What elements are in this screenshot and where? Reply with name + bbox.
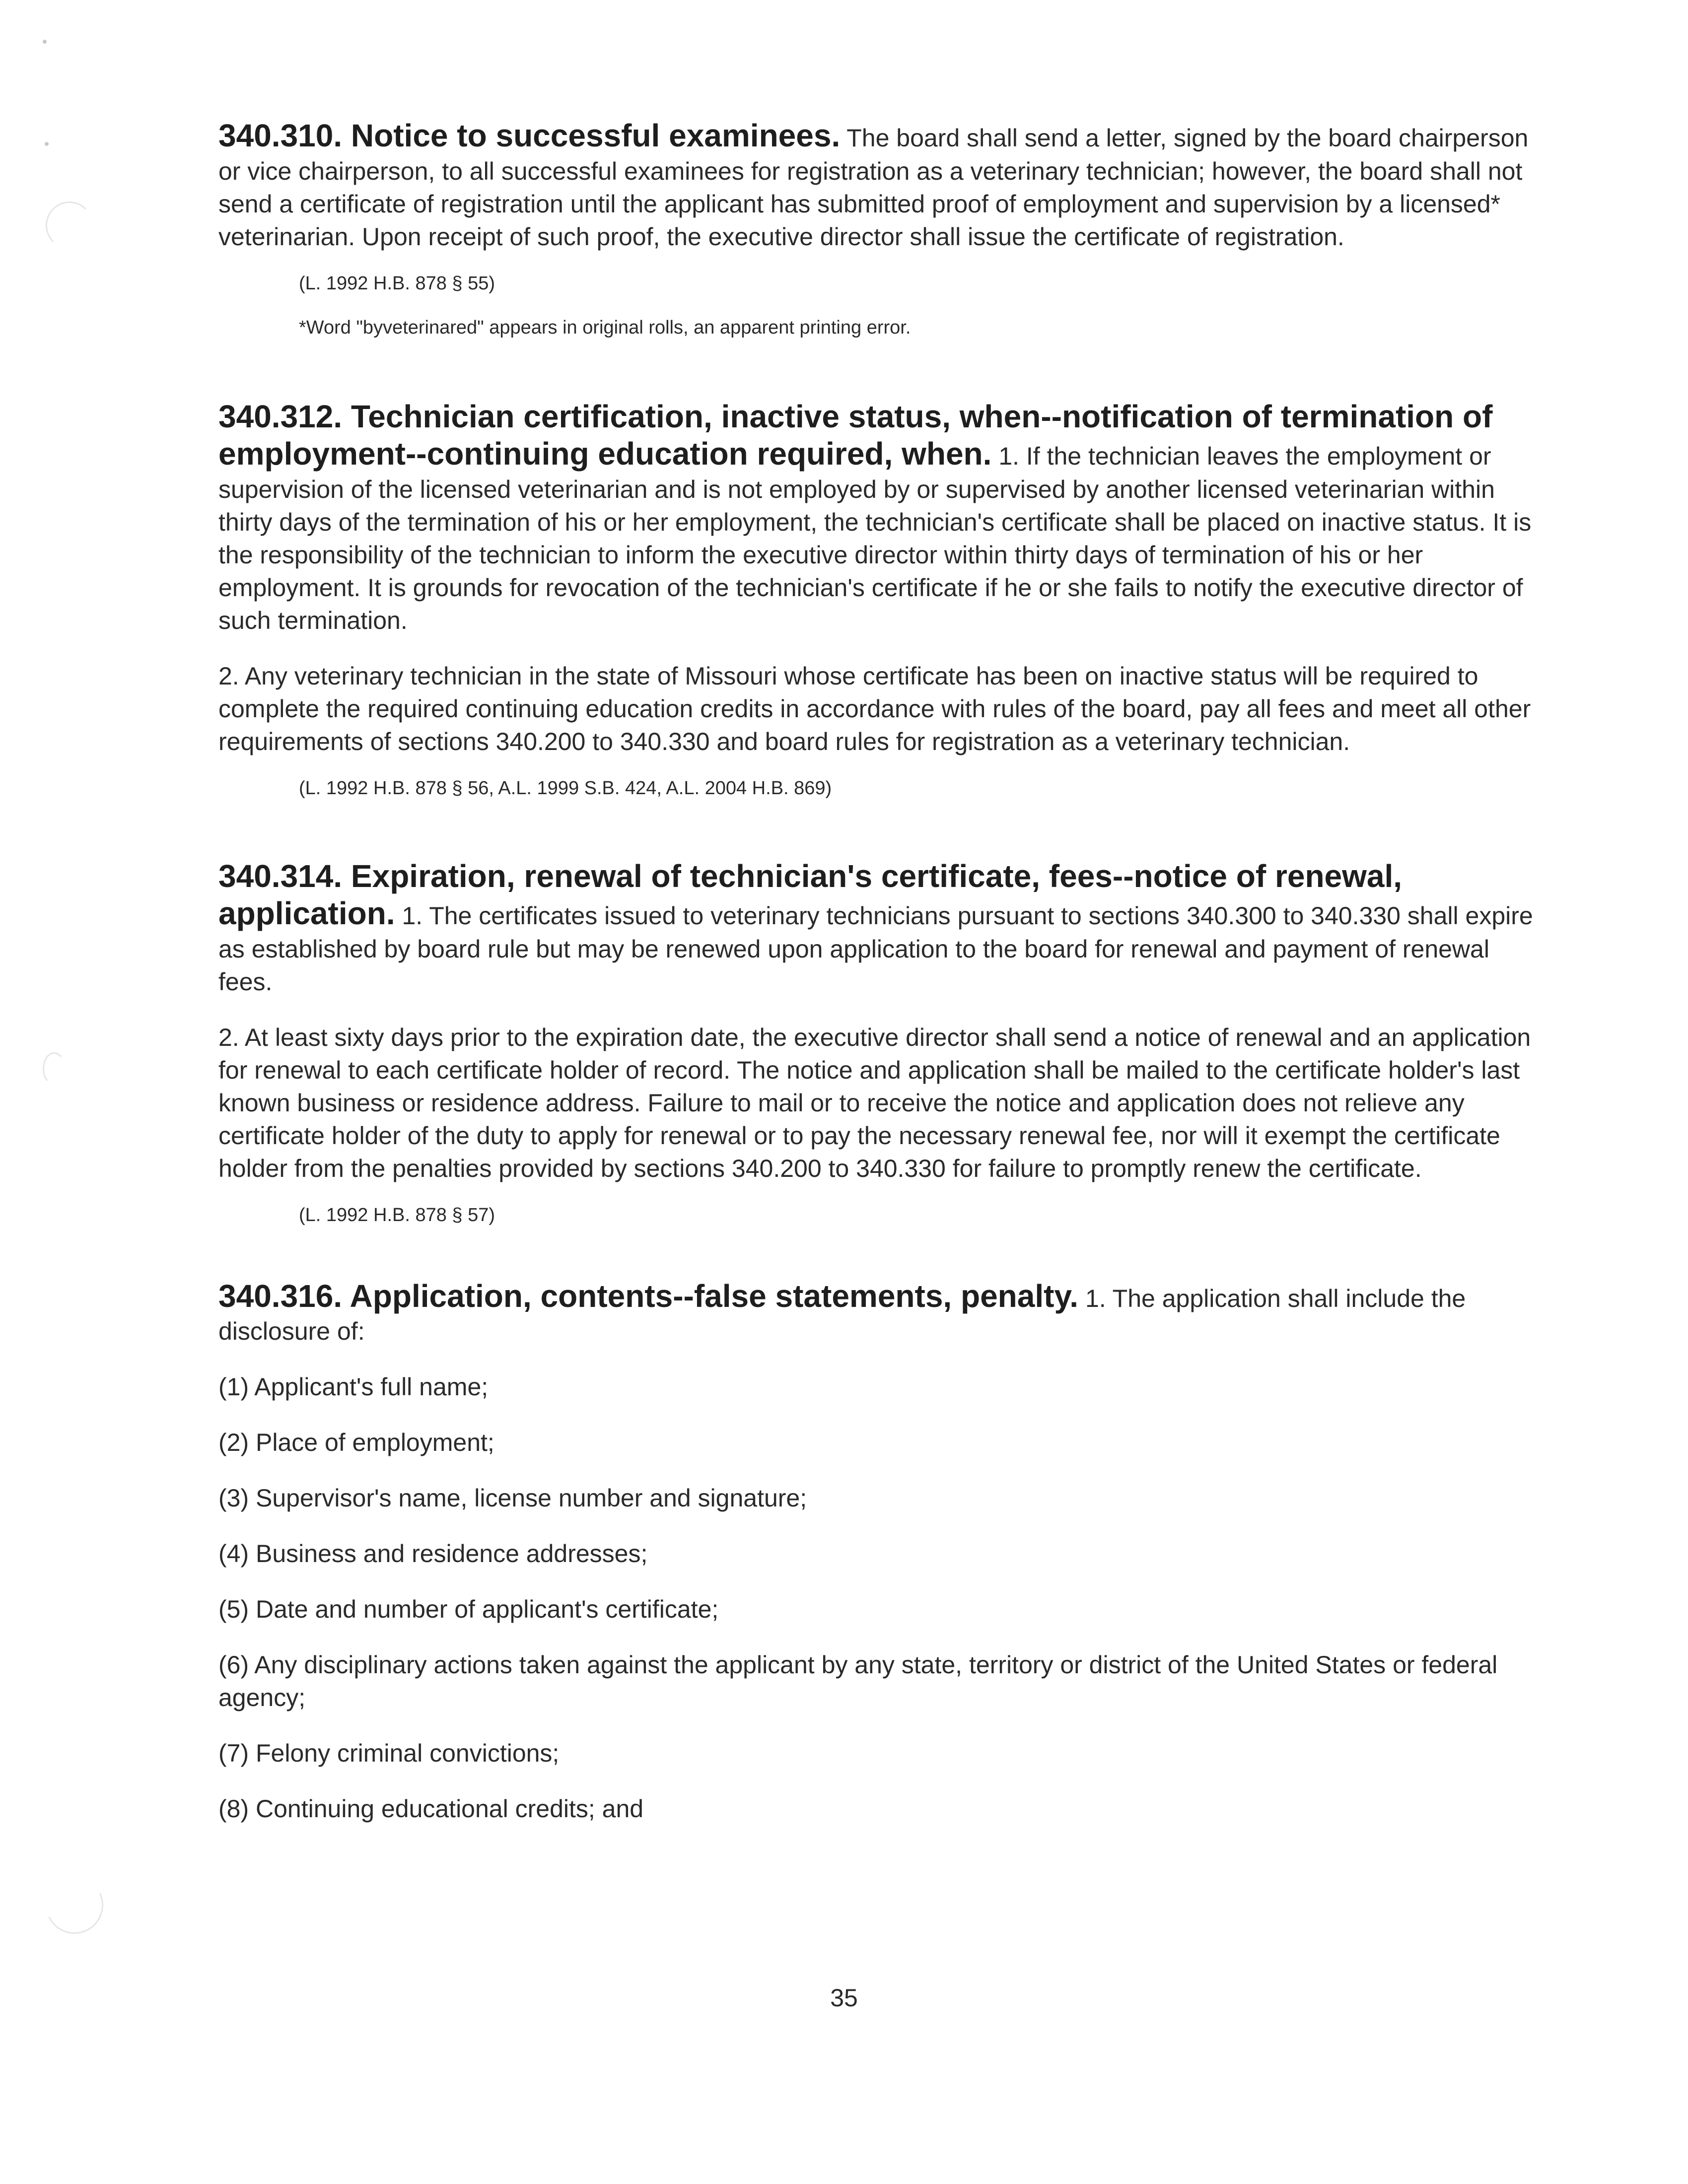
section-paragraph (218, 858, 1549, 998)
list-item: (1) Applicant's full name; (218, 1373, 489, 1401)
section-heading: 340.314. Expiration, renewal of technician's certificate, fees--notice of renewal, application. (218, 858, 1403, 932)
section-paragraph: 2. At least sixty days prior to the expiration date, the executive director shall send a notice of renewal and an application for renewal to each certificate holder of record. The notice and application shall be mailed to the certificate holder's last known business or residence address. Failure to mail or to receive the notice and application does not relieve any certificate holder of the duty to apply for renewal or to pay the necessary renewal fee, nor will it exempt the certificate holder from the penalties provided by sections 340.200 to 340.330 for failure to promptly renew the certificate. (218, 1023, 1531, 1182)
disclosure-list (218, 1370, 1549, 1825)
list-item: (5) Date and number of applicant's certificate; (218, 1595, 719, 1624)
section-340-312 (218, 398, 1549, 799)
section-paragraph (218, 117, 1549, 253)
list-item: (8) Continuing educational credits; and (218, 1795, 644, 1823)
footnote: *Word "byveterinared" appears in original rolls, an apparent printing error. (299, 317, 911, 338)
document-body (218, 117, 1549, 1848)
section-heading: 340.310. Notice to successful examinees. (218, 118, 841, 153)
section-body-text: 1. If the technician leaves the employment or supervision of the licensed veterinarian and is not employed by or supervised by another licensed veterinarian within thirty days of the termination of his or her employment, the technician's certificate shall be placed on inactive status. It is the responsibility of the technician to inform the executive director within thirty days of termination of his or her employment. It is grounds for revocation of the technician's certificate if he or she fails to notify the executive director of such termination. (218, 442, 1532, 634)
section-paragraph: 2. Any veterinary technician in the state of Missouri whose certificate has been on inactive status will be required to complete the required continuing education credits in accordance with rules of the board, pay all fees and meet all other requirements of sections 340.200 to 340.330 and board rules for registration as a veterinary technician. (218, 662, 1531, 755)
list-item: (2) Place of employment; (218, 1429, 494, 1457)
section-heading: 340.316. Application, contents--false statements, penalty. (218, 1278, 1079, 1314)
section-340-314 (218, 858, 1549, 1226)
section-body-text: The board shall send a letter, signed by the board chairperson or vice chairperson, to all successful examinees for registration as a veterinary technician; however, the board shall not send a certificate of registration until the applicant has submitted proof of employment and supervision by a licensed* veterinarian. Upon receipt of such proof, the executive director shall issue the certificate of registration. (218, 124, 1529, 251)
statute-citation: (L. 1992 H.B. 878 § 56, A.L. 1999 S.B. 424, A.L. 2004 H.B. 869) (299, 777, 832, 799)
list-item: (4) Business and residence addresses; (218, 1540, 648, 1568)
section-paragraph (218, 1278, 1549, 1348)
section-paragraph (218, 398, 1549, 637)
hole-punch-mark (43, 1052, 66, 1085)
section-heading: 340.312. Technician certification, inactive status, when--notification of termination of employment--continuing education required, when. (218, 398, 1493, 472)
page-number: 35 (830, 1984, 858, 2012)
hole-punch-mark (46, 202, 93, 249)
statute-citation: (L. 1992 H.B. 878 § 55) (299, 273, 495, 294)
hole-punch-mark (38, 1868, 112, 1942)
statute-citation: (L. 1992 H.B. 878 § 57) (299, 1204, 495, 1226)
list-item: (3) Supervisor's name, license number and signature; (218, 1484, 807, 1512)
list-item: (7) Felony criminal convictions; (218, 1739, 560, 1768)
list-item: (6) Any disciplinary actions taken against the applicant by any state, territory or district of the United States or federal agency; (218, 1651, 1498, 1712)
section-340-310 (218, 117, 1549, 339)
scan-speck (43, 40, 47, 44)
section-body-text: 1. The application shall include the disclosure of: (218, 1284, 1466, 1346)
section-body-text: 1. The certificates issued to veterinary technicians pursuant to sections 340.300 to 340.330 shall expire as established by board rule but may be renewed upon application to the board for renewal and payment of renewal fees. (218, 902, 1533, 996)
section-340-316 (218, 1278, 1549, 1826)
scan-speck (45, 142, 49, 146)
